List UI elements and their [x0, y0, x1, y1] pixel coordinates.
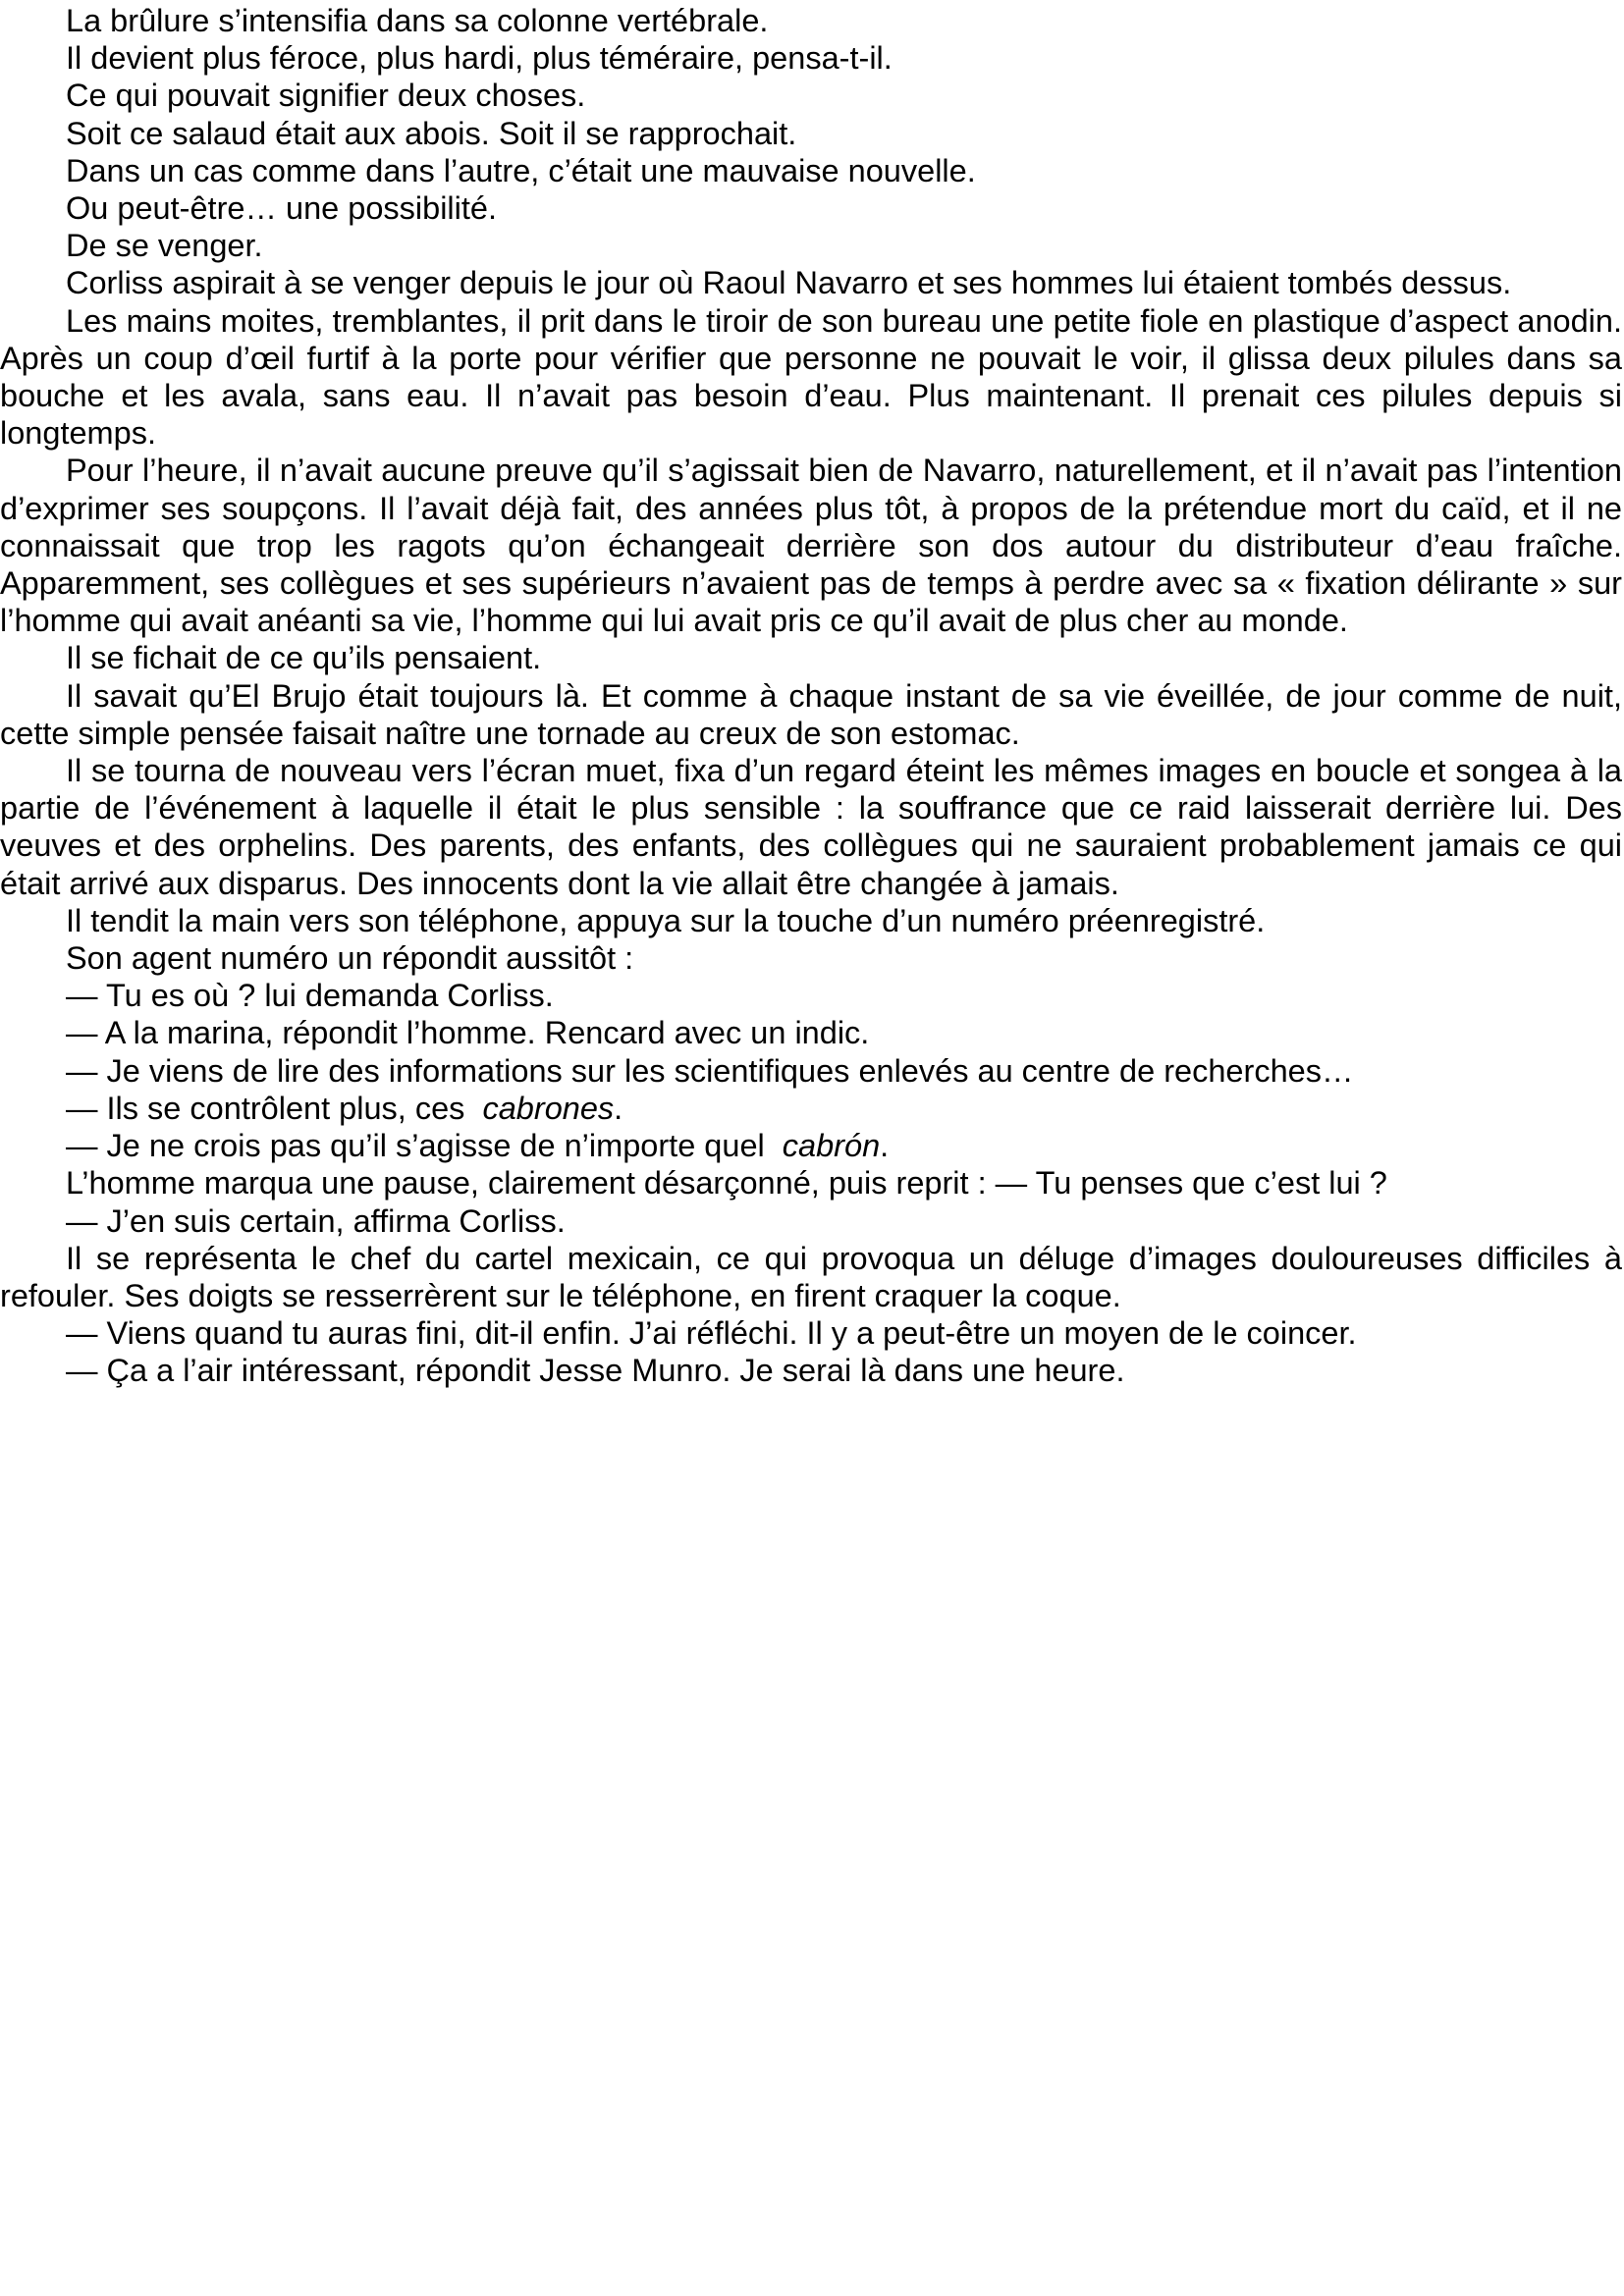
body-text	[0, 2, 1622, 1390]
paragraph	[0, 1090, 1622, 1127]
paragraph: Son agent numéro un répondit aussitôt :	[66, 940, 634, 977]
paragraph: — Tu es où ? lui demanda Corliss.	[66, 978, 554, 1014]
paragraph: — Ça a l’air intéressant, répondit Jesse Munro. Je serai là dans une heure.	[66, 1353, 1125, 1389]
dialogue-text: — Je ne crois pas qu’il s’agisse de n’importe quel	[66, 1128, 774, 1164]
paragraph: Il se tourna de nouveau vers l’écran muet, fixa d’un regard éteint les mêmes images en boucle et songea à la partie de l’événement à laquelle il était le plus sensible : la souffrance que ce raid laisserait derrière lui. Des veuves et des orphelins. Des parents, des enfants, des collègues qui ne sauraient probablement jamais ce qui était arrivé aux disparus. Des innocents dont la vie allait être changée à jamais.	[0, 753, 1622, 901]
paragraph: — A la marina, répondit l’homme. Rencard avec un indic.	[66, 1015, 870, 1051]
paragraph: Il se représenta le chef du cartel mexicain, ce qui provoqua un déluge d’images douloureuses difficiles à refouler. Ses doigts se resserrèrent sur le téléphone, en firent craquer la coque.	[0, 1240, 1622, 1313]
paragraph: Il tendit la main vers son téléphone, appuya sur la touche d’un numéro préenregistré.	[66, 902, 1266, 938]
paragraph: Il savait qu’El Brujo était toujours là. Et comme à chaque instant de sa vie éveillée, de jour comme de nuit, cette simple pensée faisait naître une tornade au creux de son estomac.	[0, 677, 1622, 751]
paragraph: — Viens quand tu auras fini, dit-il enfin. J’ai réfléchi. Il y a peut-être un moyen de le coincer.	[66, 1315, 1357, 1352]
paragraph: De se venger.	[66, 228, 263, 264]
paragraph: Les mains moites, tremblantes, il prit dans le tiroir de son bureau une petite fiole en plastique d’aspect anodin. Après un coup d’œil furtif à la porte pour vérifier que personne ne pouvait le voir, il glissa deux pilules dans sa bouche et les avala, sans eau. Il n’avait pas besoin d’eau. Plus maintenant. Il prenait ces pilules depuis si longtemps.	[0, 302, 1622, 452]
italic-word: cabrón	[782, 1128, 881, 1164]
paragraph: L’homme marqua une pause, clairement désarçonné, puis reprit : — Tu penses que c’est lui ?	[66, 1165, 1387, 1201]
dialogue-text: — Ils se contrôlent plus, ces	[66, 1090, 474, 1126]
paragraph: Corliss aspirait à se venger depuis le jour où Raoul Navarro et ses hommes lui étaient tombés dessus.	[66, 265, 1512, 301]
paragraph: Il se fichait de ce qu’ils pensaient.	[66, 640, 542, 676]
dialogue-punctuation: .	[880, 1128, 890, 1164]
paragraph: — J’en suis certain, affirma Corliss.	[66, 1202, 566, 1239]
paragraph: Ou peut-être… une possibilité.	[66, 190, 497, 227]
paragraph	[0, 1127, 1622, 1164]
paragraph: Ce qui pouvait signifier deux choses.	[66, 78, 586, 114]
paragraph: Il devient plus féroce, plus hardi, plus téméraire, pensa-t-il.	[66, 40, 893, 77]
paragraph: La brûlure s’intensifia dans sa colonne vertébrale.	[66, 3, 769, 38]
paragraph: Pour l’heure, il n’avait aucune preuve qu’il s’agissait bien de Navarro, naturellement, et il n’avait pas l’intention d’exprimer ses soupçons. Il l’avait déjà fait, des années plus tôt, à propos de la prétendue mort du caïd, et il ne connaissait que trop les ragots qu’on échangeait derrière son dos autour du distributeur d’eau fraîche. Apparemment, ses collègues et ses supérieurs n’avaient pas de temps à perdre avec sa « fixation délirante » sur l’homme qui avait anéanti sa vie, l’homme qui lui avait pris ce qu’il avait de plus cher au monde.	[0, 453, 1622, 639]
italic-word: cabrones	[482, 1090, 615, 1126]
paragraph: — Je viens de lire des informations sur les scientifiques enlevés au centre de recherches…	[66, 1052, 1354, 1089]
paragraph: Dans un cas comme dans l’autre, c’était une mauvaise nouvelle.	[66, 152, 976, 188]
document-page	[0, 2, 1624, 2296]
paragraph: Soit ce salaud était aux abois. Soit il se rapprochait.	[66, 115, 797, 151]
dialogue-punctuation: .	[614, 1090, 623, 1126]
